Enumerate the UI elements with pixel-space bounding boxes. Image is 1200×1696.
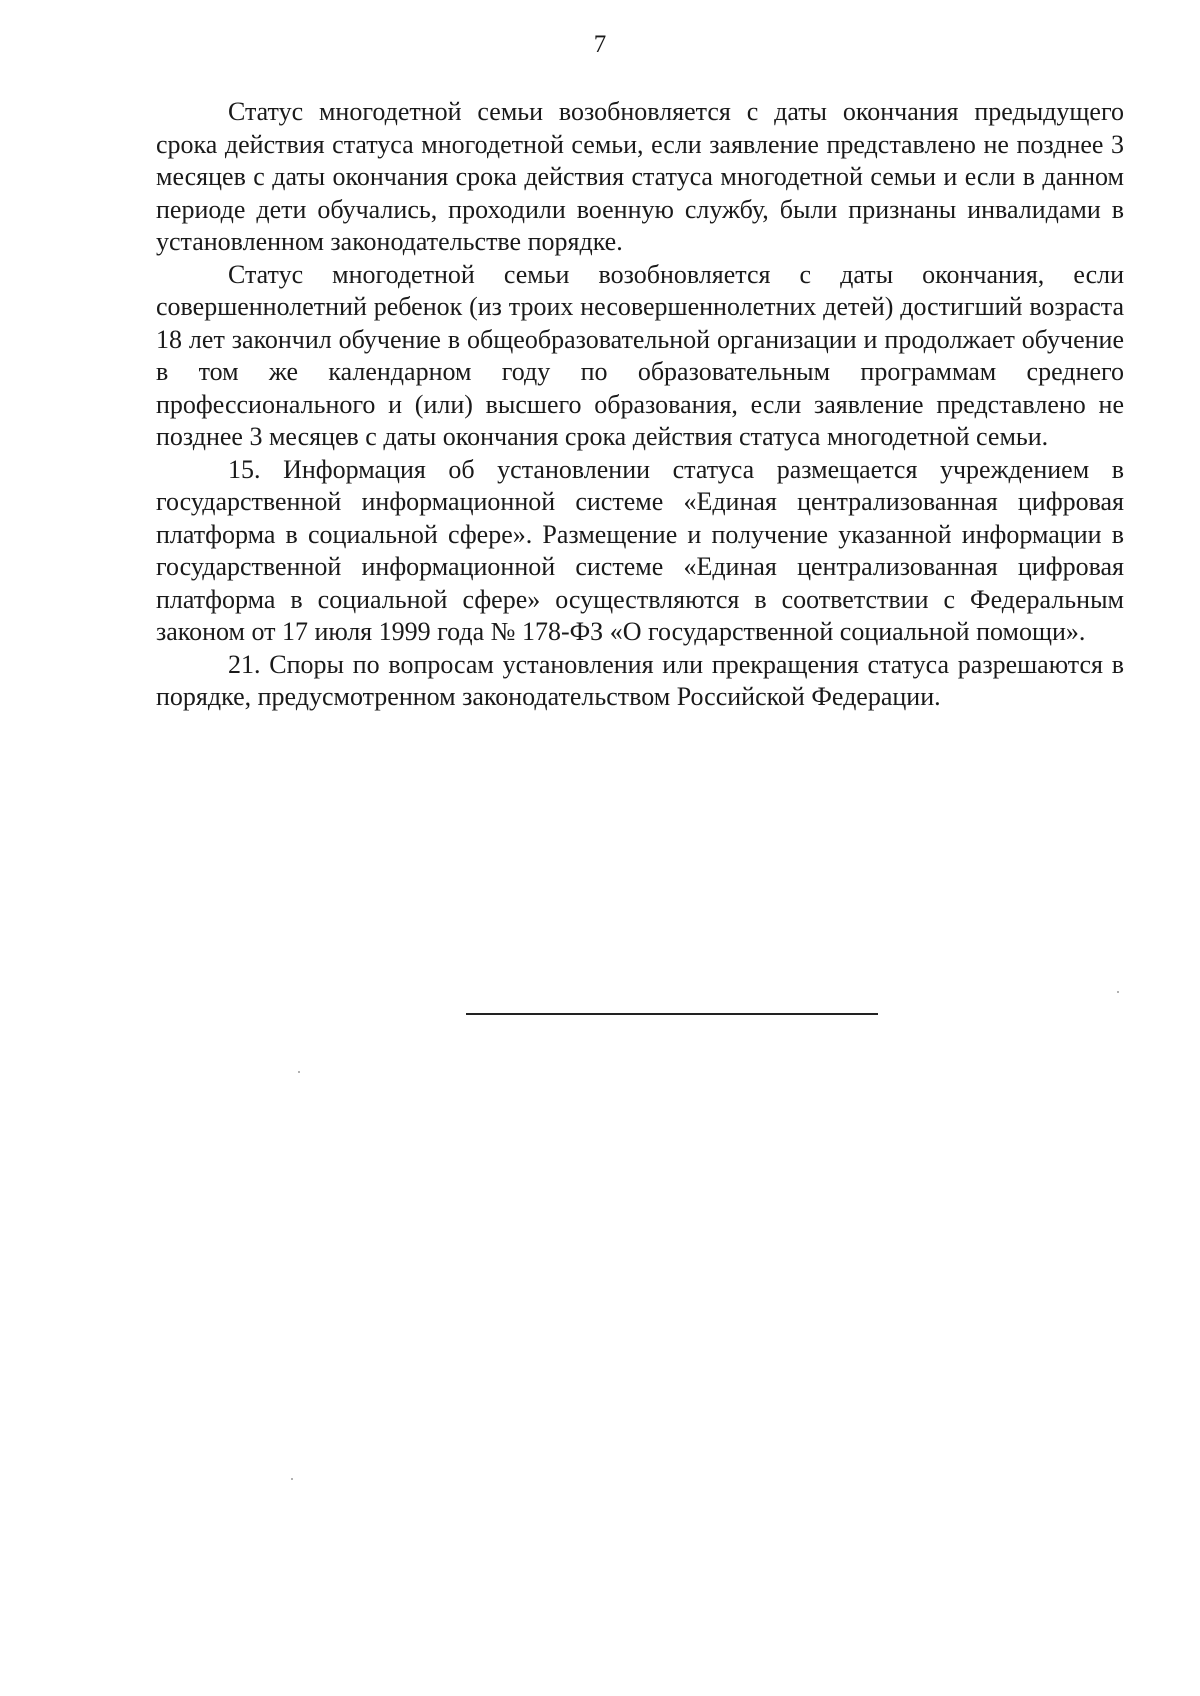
page-number: 7 — [593, 31, 607, 58]
paragraph-status-renewal-2: Статус многодетной семьи возобновляется с даты окончания, если совершеннолетний ребенок (из троих несовершеннолетних детей) достигший возраста 18 лет закончил обучение в общеобразовательной организации и продолжает обучение в том же календарном году по образовательным программам среднего профессионального и (или) высшего образования, если заявление представлено не позднее 3 месяцев с даты окончания срока действия статуса многодетной семьи. — [156, 259, 1124, 451]
scan-speck — [1117, 991, 1119, 993]
end-separator-line — [466, 1013, 878, 1015]
scan-speck — [298, 1071, 300, 1073]
paragraph-status-renewal-1: Статус многодетной семьи возобновляется с даты окончания предыдущего срока действия статуса многодетной семьи, если заявление представлено не позднее 3 месяцев с даты окончания срока действия статуса многодетной семьи и если в данном периоде дети обучались, проходили военную службу, были признаны инвалидами в установленном законодательстве порядке. — [156, 97, 1124, 256]
paragraph-item-21: 21. Споры по вопросам установления или прекращения статуса разрешаются в порядке, предусмотренном законодательством Российской Федерации. — [156, 649, 1124, 711]
document-body — [156, 96, 1124, 714]
paragraph-item-15: 15. Информация об установлении статуса размещается учреждением в государственной информационной системе «Единая централизованная цифровая платформа в социальной сфере». Размещение и получение указанной информации в государственной информационной системе «Единая централизованная цифровая платформа в социальной сфере» осуществляются в соответствии с Федеральным законом от 17 июля 1999 года № 178-ФЗ «О государственной социальной помощи». — [156, 454, 1124, 646]
scan-speck — [291, 1478, 293, 1480]
